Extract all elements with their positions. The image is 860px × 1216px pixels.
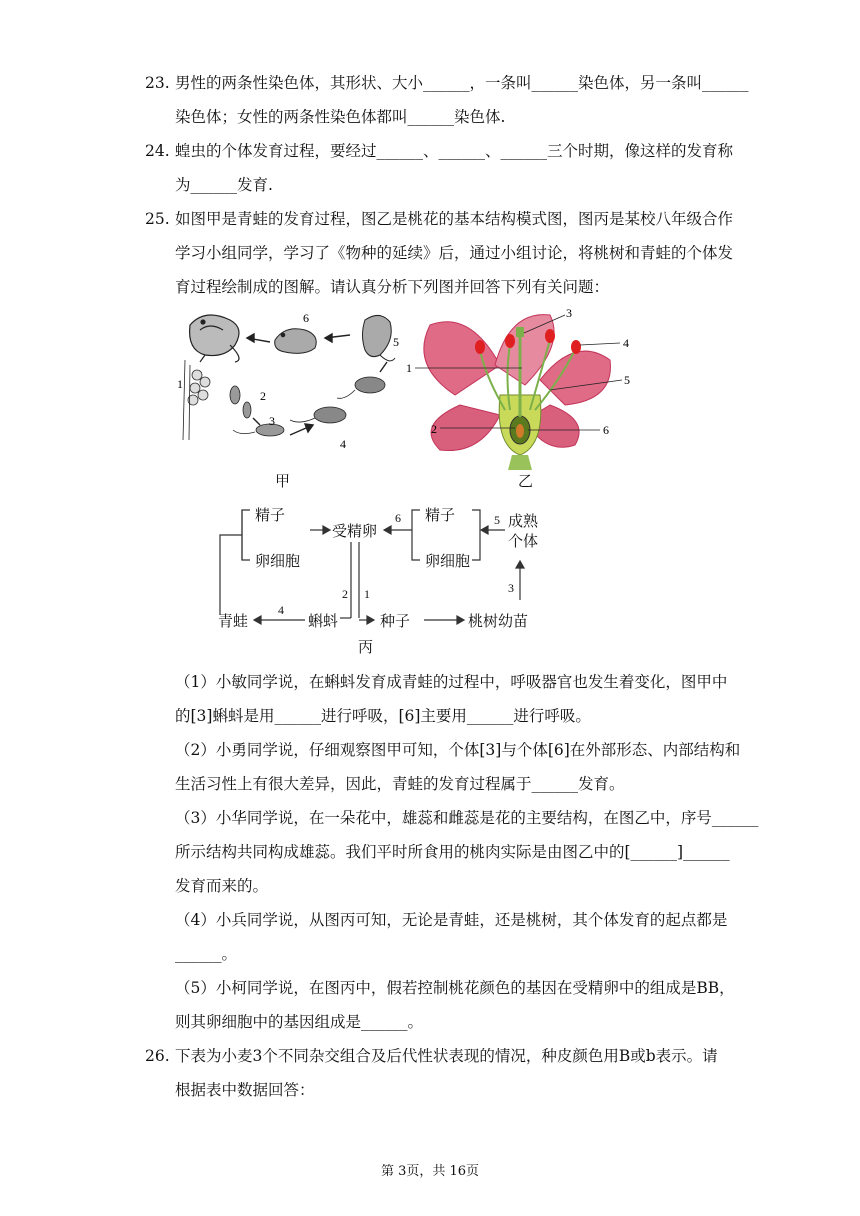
- question-25-line-2: 学习小组同学，学习了《物种的延续》后，通过小组讨论，将桃树和青蛙的个体发: [175, 244, 734, 262]
- flower-label-4: 4: [623, 336, 629, 350]
- q25-sub5-line1: （5）小柯同学说，在图丙中，假若控制桃花颜色的基因在受精卵中的组成是BB，: [175, 979, 735, 997]
- q25-sub3-line1: （3）小华同学说，在一朵花中，雄蕊和雌蕊是花的主要结构，在图乙中，序号______: [175, 809, 759, 827]
- anther-2: [505, 334, 515, 348]
- arrow-label-3: 3: [508, 581, 514, 595]
- figure-caption-yi: 乙: [518, 472, 534, 490]
- question-24-line-2: 为______发育.: [175, 176, 273, 194]
- flower-label-1: 1: [406, 361, 412, 375]
- question-number-23: 23.: [145, 74, 170, 92]
- tadpole-drawing: [233, 424, 284, 436]
- arrow-head-6-to-adult: [247, 334, 254, 342]
- frog-label-5: 5: [393, 335, 399, 349]
- bracket-right-inner: [412, 510, 420, 560]
- frog-label-6: 6: [303, 311, 309, 325]
- flower-label-6: 6: [603, 423, 609, 437]
- bracket-left: [242, 510, 250, 560]
- arrow-label-4: 4: [278, 603, 284, 617]
- question-number-26: 26.: [145, 1047, 170, 1065]
- page-footer: 第 3页，共 16页: [380, 1164, 480, 1179]
- tadpole-larger-drawing: [337, 377, 385, 398]
- ovule: [516, 424, 524, 438]
- arrow-head-left-zygote: [323, 526, 330, 534]
- node-egg-left: 卵细胞: [255, 552, 301, 570]
- q25-sub4-line1: （4）小兵同学说，从图丙可知，无论是青蛙，还是桃树，其个体发育的起点都是: [175, 911, 728, 929]
- leader-line-4: [580, 343, 620, 345]
- question-25-line-3: 育过程绘制成的图解。请认真分析下列图并回答下列有关问题：: [175, 278, 610, 296]
- question-26-line-1: 下表为小麦3个不同杂交组合及后代性状表现的情况，种皮颜色用B或b表示。请: [175, 1047, 718, 1065]
- node-seed: 种子: [380, 612, 411, 630]
- q25-sub4-line2: ______。: [175, 945, 238, 963]
- frog-label-2: 2: [260, 389, 266, 403]
- q25-sub3-line3: 发育而来的。: [175, 877, 269, 895]
- juvenile-frog-drawing: [275, 329, 317, 354]
- q25-sub1-line2: 的[3]蝌蚪是用______进行呼吸，[6]主要用______进行呼吸。: [175, 707, 591, 725]
- frog-label-1: 1: [177, 377, 183, 391]
- node-seedling: 桃树幼苗: [468, 612, 529, 630]
- arrow-head-6: [384, 526, 391, 534]
- stigma: [516, 327, 524, 337]
- flower-label-3: 3: [566, 306, 572, 320]
- node-egg-right: 卵细胞: [425, 552, 471, 570]
- arrow-head-5-to-6: [325, 334, 332, 342]
- question-number-25: 25.: [145, 210, 170, 228]
- arrow-label-1: 1: [364, 587, 370, 601]
- tadpole-with-legs-drawing: [290, 407, 346, 423]
- figure-caption-jia: 甲: [275, 472, 291, 490]
- arrow-label-2: 2: [342, 587, 348, 601]
- connector-frog-to-bracket: [220, 535, 242, 615]
- early-tadpole-drawing: [230, 386, 251, 418]
- flower-stem: [508, 455, 532, 470]
- question-26-line-2: 根据表中数据回答：: [175, 1081, 315, 1099]
- q25-sub2-line2: 生活习性上有很大差异，因此，青蛙的发育过程属于______发育。: [175, 775, 625, 793]
- node-mature-line2: 个体: [508, 532, 539, 550]
- question-23-line-1: 男性的两条性染色体，其形状、大小______，一条叫______染色体，另一条叫______: [175, 74, 749, 92]
- flower-label-5: 5: [624, 373, 630, 387]
- petal-right: [540, 351, 610, 405]
- frog-label-4: 4: [340, 437, 346, 451]
- q25-sub1-line1: （1）小敏同学说，在蝌蚪发育成青蛙的过程中，呼吸器官也发生着变化，图甲中: [175, 673, 728, 691]
- arrow-tadpole-to-5: [380, 362, 387, 372]
- arrow-2-to-3: [253, 418, 260, 425]
- q25-sub3-line2: 所示结构共同构成雄蕊。我们平时所食用的桃肉实际是由图乙中的[______]______: [175, 843, 730, 861]
- node-sperm-right: 精子: [425, 506, 456, 524]
- arrow-head-4: [254, 616, 261, 624]
- node-mature-line1: 成熟: [508, 512, 539, 530]
- frog-eggs-drawing: [183, 360, 210, 440]
- question-25-line-1: 如图甲是青蛙的发育过程，图乙是桃花的基本结构模式图，图丙是某校八年级合作: [175, 210, 734, 228]
- node-zygote: 受精卵: [332, 522, 378, 540]
- adult-frog-drawing: [190, 315, 239, 362]
- anther-3: [545, 329, 555, 343]
- bracket-right: [472, 510, 480, 560]
- flower-label-2: 2: [431, 422, 437, 436]
- development-flow-diagram: [210, 500, 560, 660]
- anther-1: [475, 340, 485, 354]
- question-23-line-2: 染色体；女性的两条性染色体都叫______染色体.: [175, 108, 506, 126]
- peach-flower-figure: [400, 305, 645, 475]
- question-24-line-1: 蝗虫的个体发育过程，要经过______、______、______三个时期，像这样的发育称: [175, 142, 734, 160]
- arrow-label-6: 6: [395, 511, 401, 525]
- arrow-head-5: [481, 526, 488, 534]
- arrow-head-3: [516, 561, 524, 568]
- arrow-head-1: [367, 616, 374, 624]
- node-tadpole: 蝌蚪: [308, 612, 339, 630]
- q25-sub2-line1: （2）小勇同学说，仔细观察图甲可知，个体[3]与个体[6]在外部形态、内部结构和: [175, 741, 741, 759]
- node-frog: 青蛙: [218, 612, 249, 630]
- node-sperm-left: 精子: [255, 506, 286, 524]
- frog-life-cycle-figure: [175, 300, 410, 460]
- froglet-drawing: [363, 315, 396, 360]
- arrow-head-3-to-4: [305, 424, 313, 432]
- question-number-24: 24.: [145, 142, 170, 160]
- filament-2: [508, 345, 511, 410]
- frog-label-3: 3: [269, 414, 275, 428]
- anther-4: [571, 340, 581, 354]
- arrow-label-5: 5: [494, 513, 500, 527]
- figure-caption-bing: 丙: [358, 638, 374, 656]
- petal-left: [424, 322, 500, 395]
- q25-sub5-line2: 则其卵细胞中的基因组成是______。: [175, 1013, 424, 1031]
- arrow-head-seed-to-seedling: [457, 616, 464, 624]
